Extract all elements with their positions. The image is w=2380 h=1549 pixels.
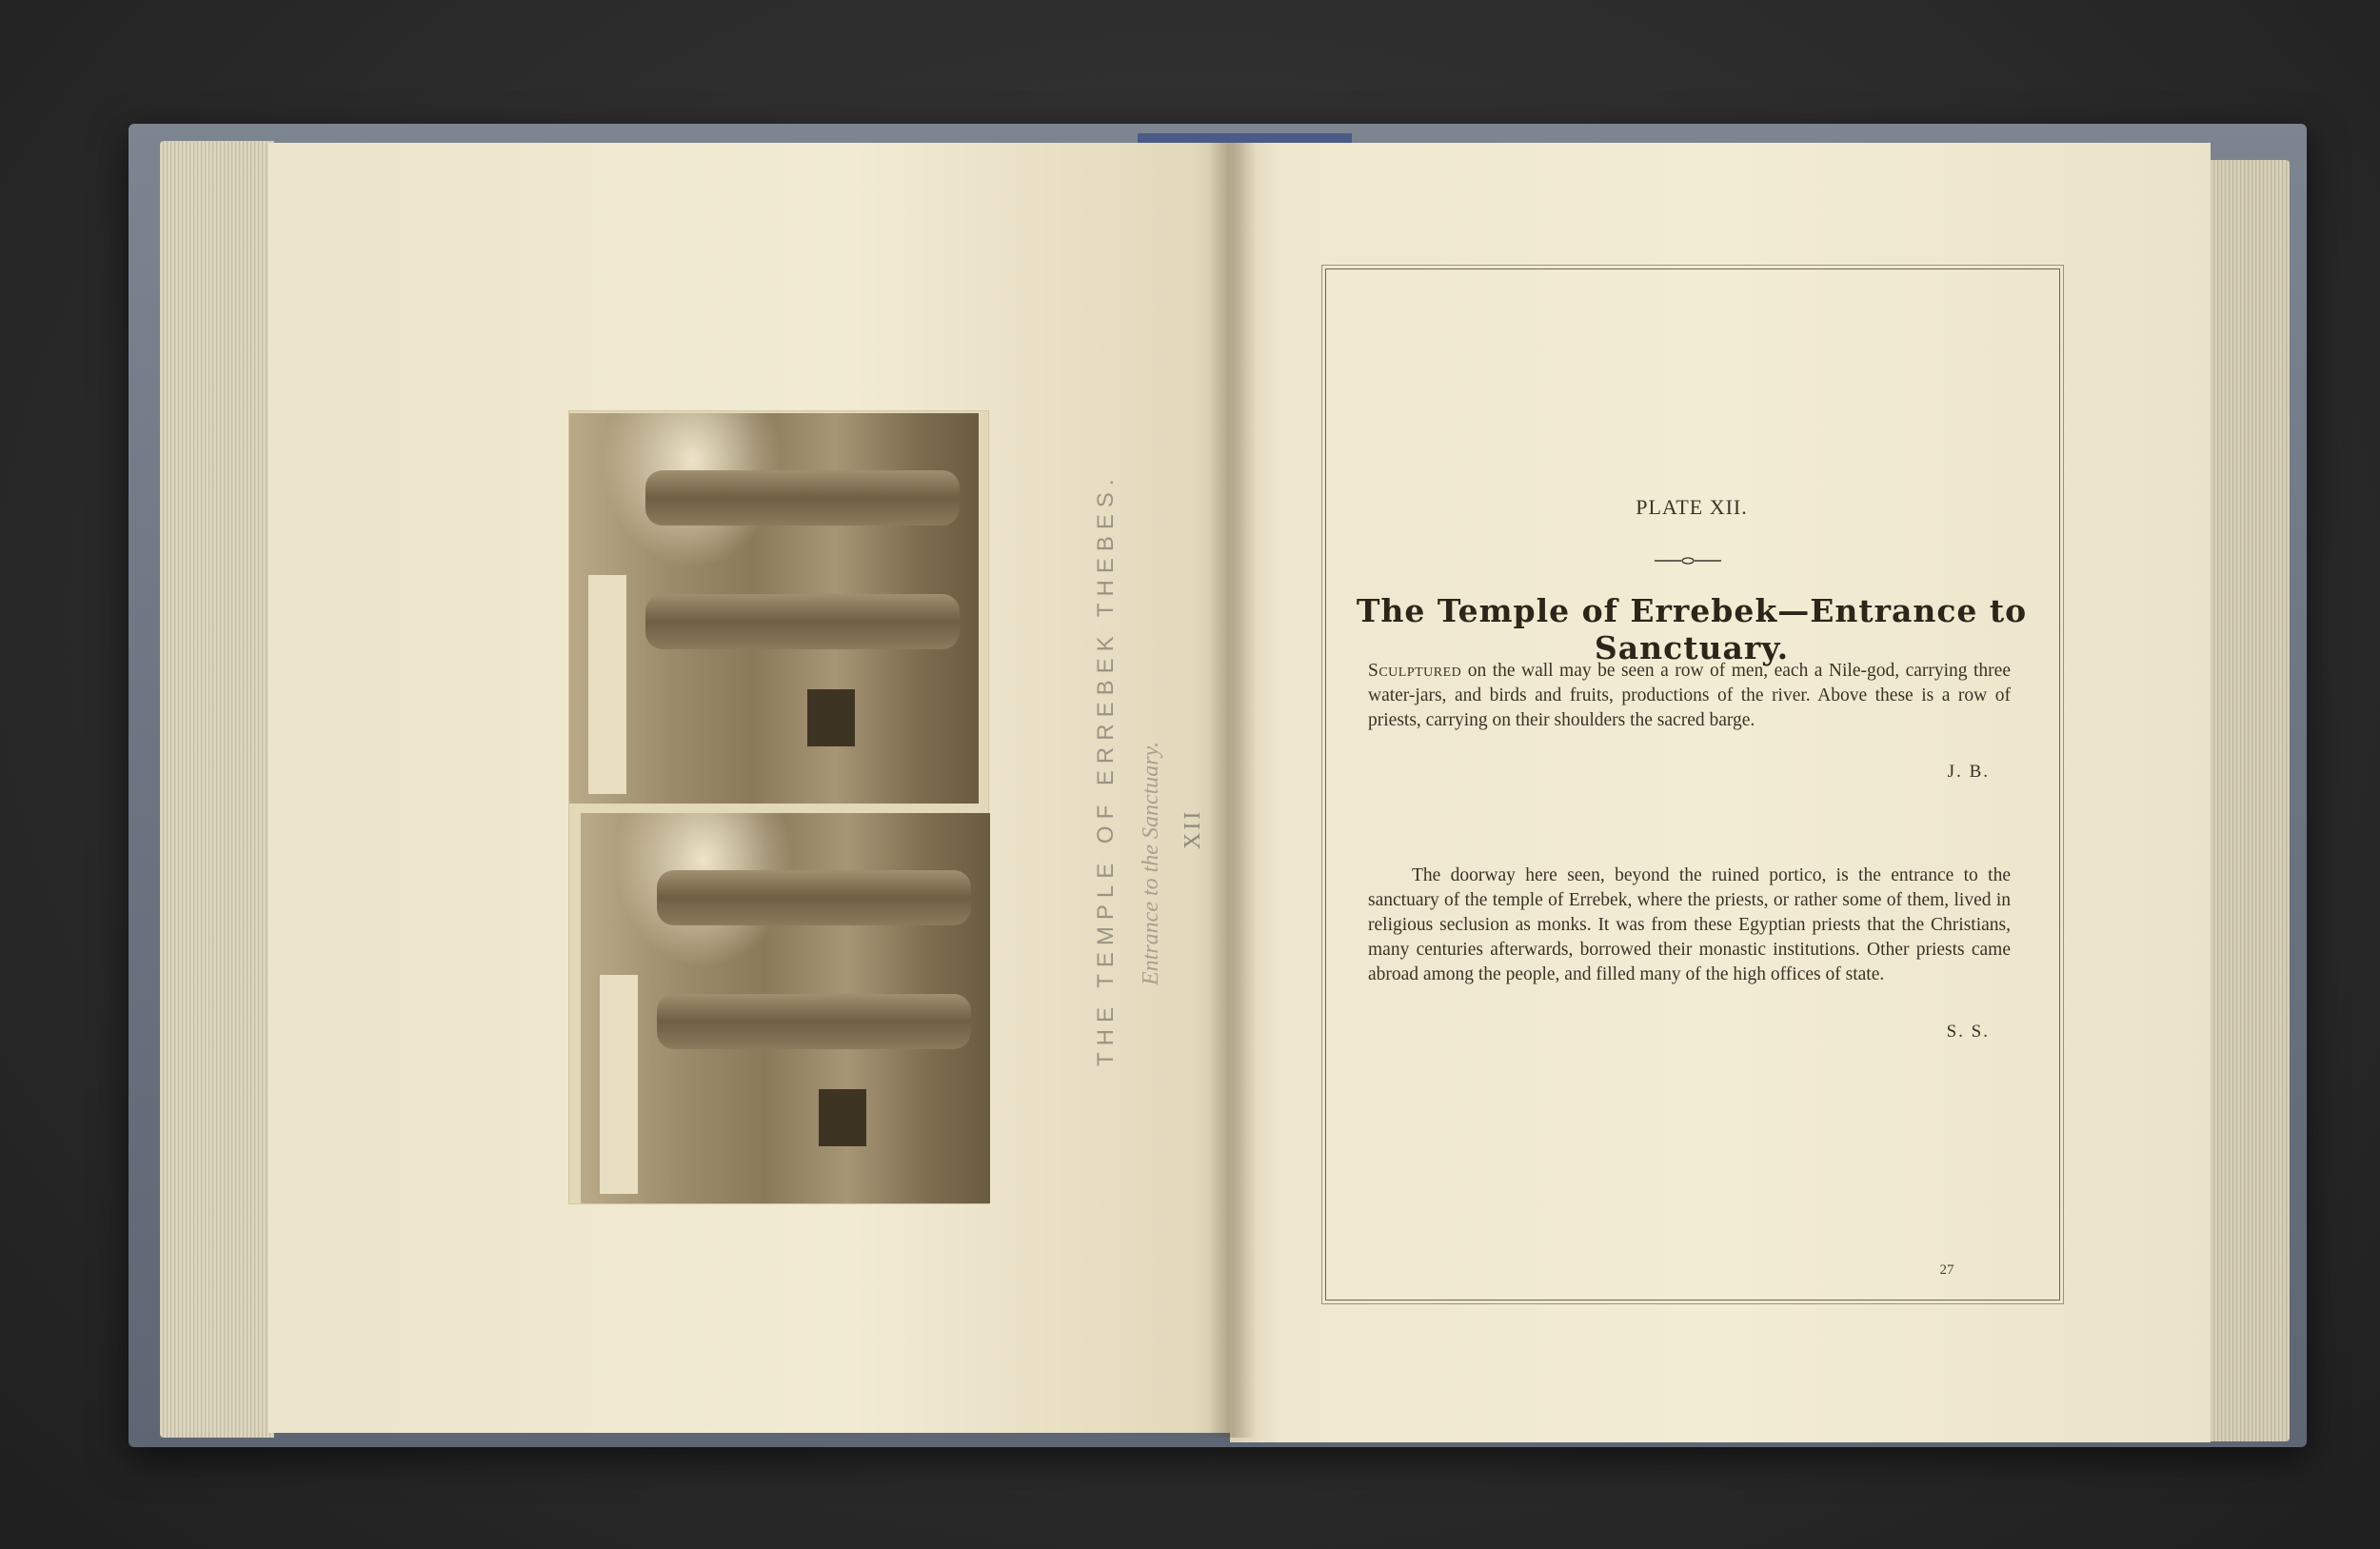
sanctuary-doorway: [819, 1089, 866, 1146]
paragraph-1: [1368, 659, 2011, 733]
page-edges-right: [2199, 160, 2290, 1441]
page-number: 27: [1939, 1262, 1954, 1278]
paragraph-1-body: on the wall may be seen a row of men, each a Nile-god, carrying three water-jars, and birds and fruits, productions of the river. Above these is a row of priests, carrying on their shoulders the sacred barge.: [1368, 661, 2011, 730]
paragraph-2: The doorway here seen, beyond the ruined portico, is the entrance to the sanctuary of the temple of Errebek, where the priests, or rather some of them, lived in religious seclusion as monks. It was from these Egyptian priests that the Christians, many centuries afterwards, borrowed their monastic institutions. Other priests came abroad among the people, and filled many of the high offices of state.: [1368, 865, 2011, 984]
column-lower: [645, 594, 960, 649]
caption-subtitle: Entrance to the Sanctuary.: [1139, 742, 1163, 985]
portico-opening: [600, 975, 638, 1194]
signature-1: J. B.: [1947, 762, 1990, 782]
column-upper: [645, 470, 960, 526]
divider-ornament-icon: [1655, 555, 1721, 566]
book-gutter: [1209, 143, 1257, 1438]
page-heading: The Temple of Errebek—Entrance to Sanctuary.: [1356, 592, 2028, 666]
sanctuary-doorway: [807, 689, 855, 746]
column-lower: [657, 994, 971, 1049]
portico-opening: [588, 575, 626, 794]
page-edges-left: [160, 141, 274, 1438]
column-upper: [657, 870, 971, 925]
caption-plate-number: XII: [1180, 808, 1205, 849]
stereograph-card: [569, 411, 988, 1203]
stereo-photo-bottom: [581, 813, 990, 1203]
caption-title: THE TEMPLE OF ERREBEK THEBES.: [1093, 472, 1119, 1066]
paragraph-1-lead: Sculptured: [1368, 661, 1462, 681]
signature-2: S. S.: [1946, 1022, 1990, 1042]
text-frame: [1325, 268, 2060, 1301]
plate-label: PLATE XII.: [1636, 495, 1748, 519]
stereo-photo-top: [569, 413, 979, 804]
